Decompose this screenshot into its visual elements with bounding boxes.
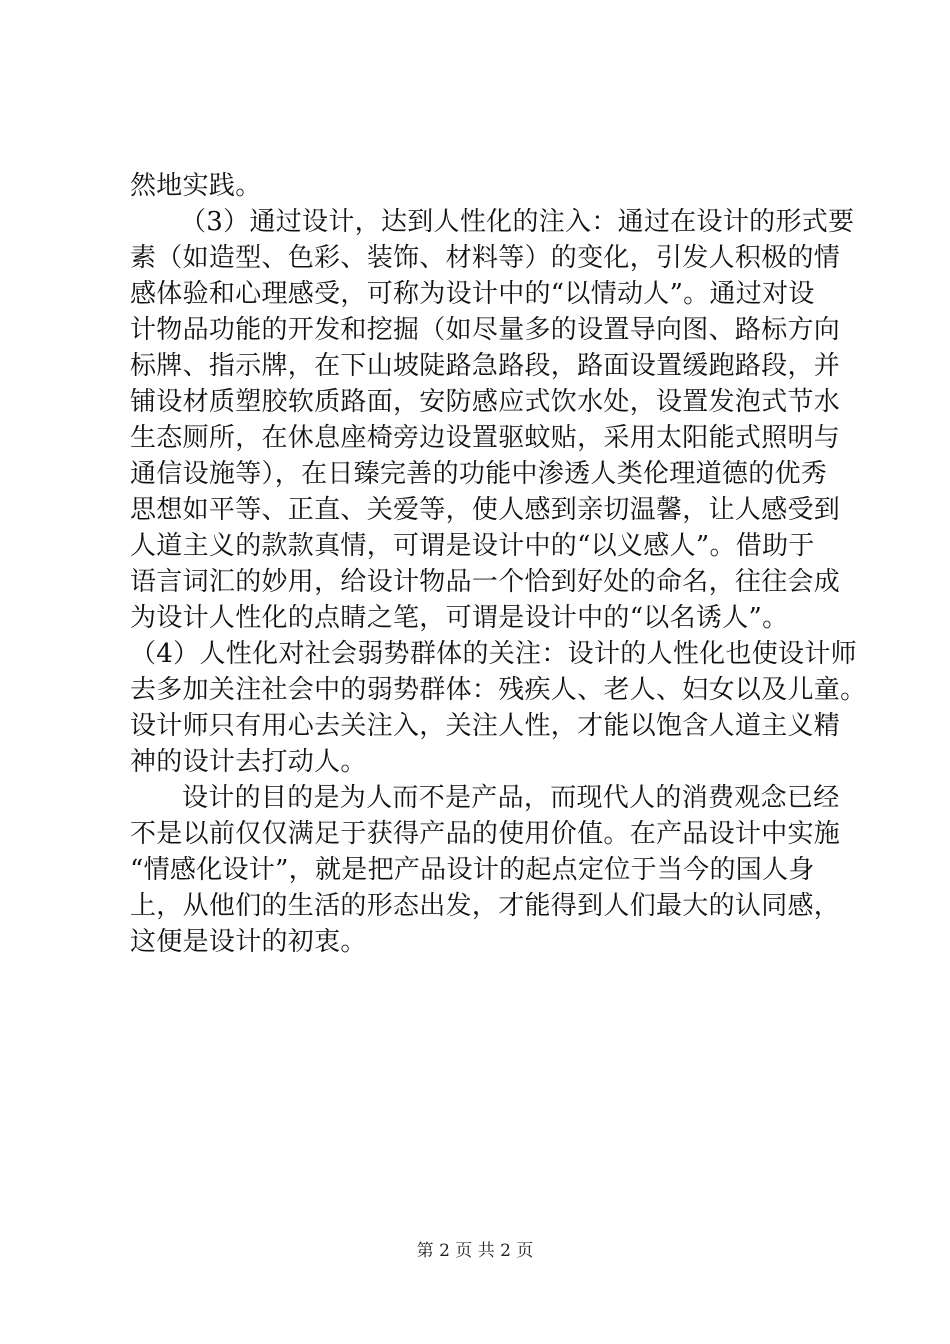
text-line: 上，从他们的生活的形态出发，才能得到人们最大的认同感， (130, 891, 841, 921)
text-line: 计物品功能的开发和挖掘（如尽量多的设置导向图、路标方向 (130, 315, 841, 345)
text-line: 设计的目的是为人而不是产品，而现代人的消费观念已经 (182, 783, 840, 813)
text-line: 神的设计去打动人。 (130, 747, 367, 777)
text-line: （3）通过设计，达到人性化的注入：通过在设计的形式要 (180, 207, 855, 237)
text-line: 不是以前仅仅满足于获得产品的使用价值。在产品设计中实施 (130, 819, 841, 849)
text-line: 这便是设计的初衷。 (130, 927, 367, 957)
text-line: 设计师只有用心去关注入，关注人性，才能以饱含人道主义精 (130, 711, 841, 741)
text-line: 去多加关注社会中的弱势群体：残疾人、老人、妇女以及儿童。 (130, 675, 867, 705)
text-line: 素（如造型、色彩、装饰、材料等）的变化，引发人积极的情 (130, 243, 841, 273)
text-line: 生态厕所，在休息座椅旁边设置驱蚊贴，采用太阳能式照明与 (130, 423, 841, 453)
text-line: 人道主义的款款真情，可谓是设计中的“以义感人”。借助于 (130, 531, 815, 561)
text-line: （4）人性化对社会弱势群体的关注：设计的人性化也使设计师 (130, 639, 857, 669)
page-footer: 第 2 页 共 2 页 (416, 1241, 534, 1261)
text-line: 语言词汇的妙用，给设计物品一个恰到好处的命名，往往会成 (130, 567, 841, 597)
text-line: 铺设材质塑胶软质路面，安防感应式饮水处，设置发泡式节水 (130, 387, 841, 417)
text-line: 然地实践。 (130, 171, 262, 201)
text-line: 思想如平等、正直、关爱等，使人感到亲切温馨，让人感受到 (130, 495, 841, 525)
text-line: 感体验和心理感受，可称为设计中的“以情动人”。通过对设 (130, 279, 815, 309)
text-line: 通信设施等），在日臻完善的功能中渗透人类伦理道德的优秀 (130, 459, 828, 489)
text-line: 标牌、指示牌，在下山坡陡路急路段，路面设置缓跑路段，并 (130, 351, 841, 381)
text-line: “情感化设计”，就是把产品设计的起点定位于当今的国人身 (130, 855, 815, 885)
text-line: 为设计人性化的点睛之笔，可谓是设计中的“以名诱人”。 (130, 603, 789, 633)
